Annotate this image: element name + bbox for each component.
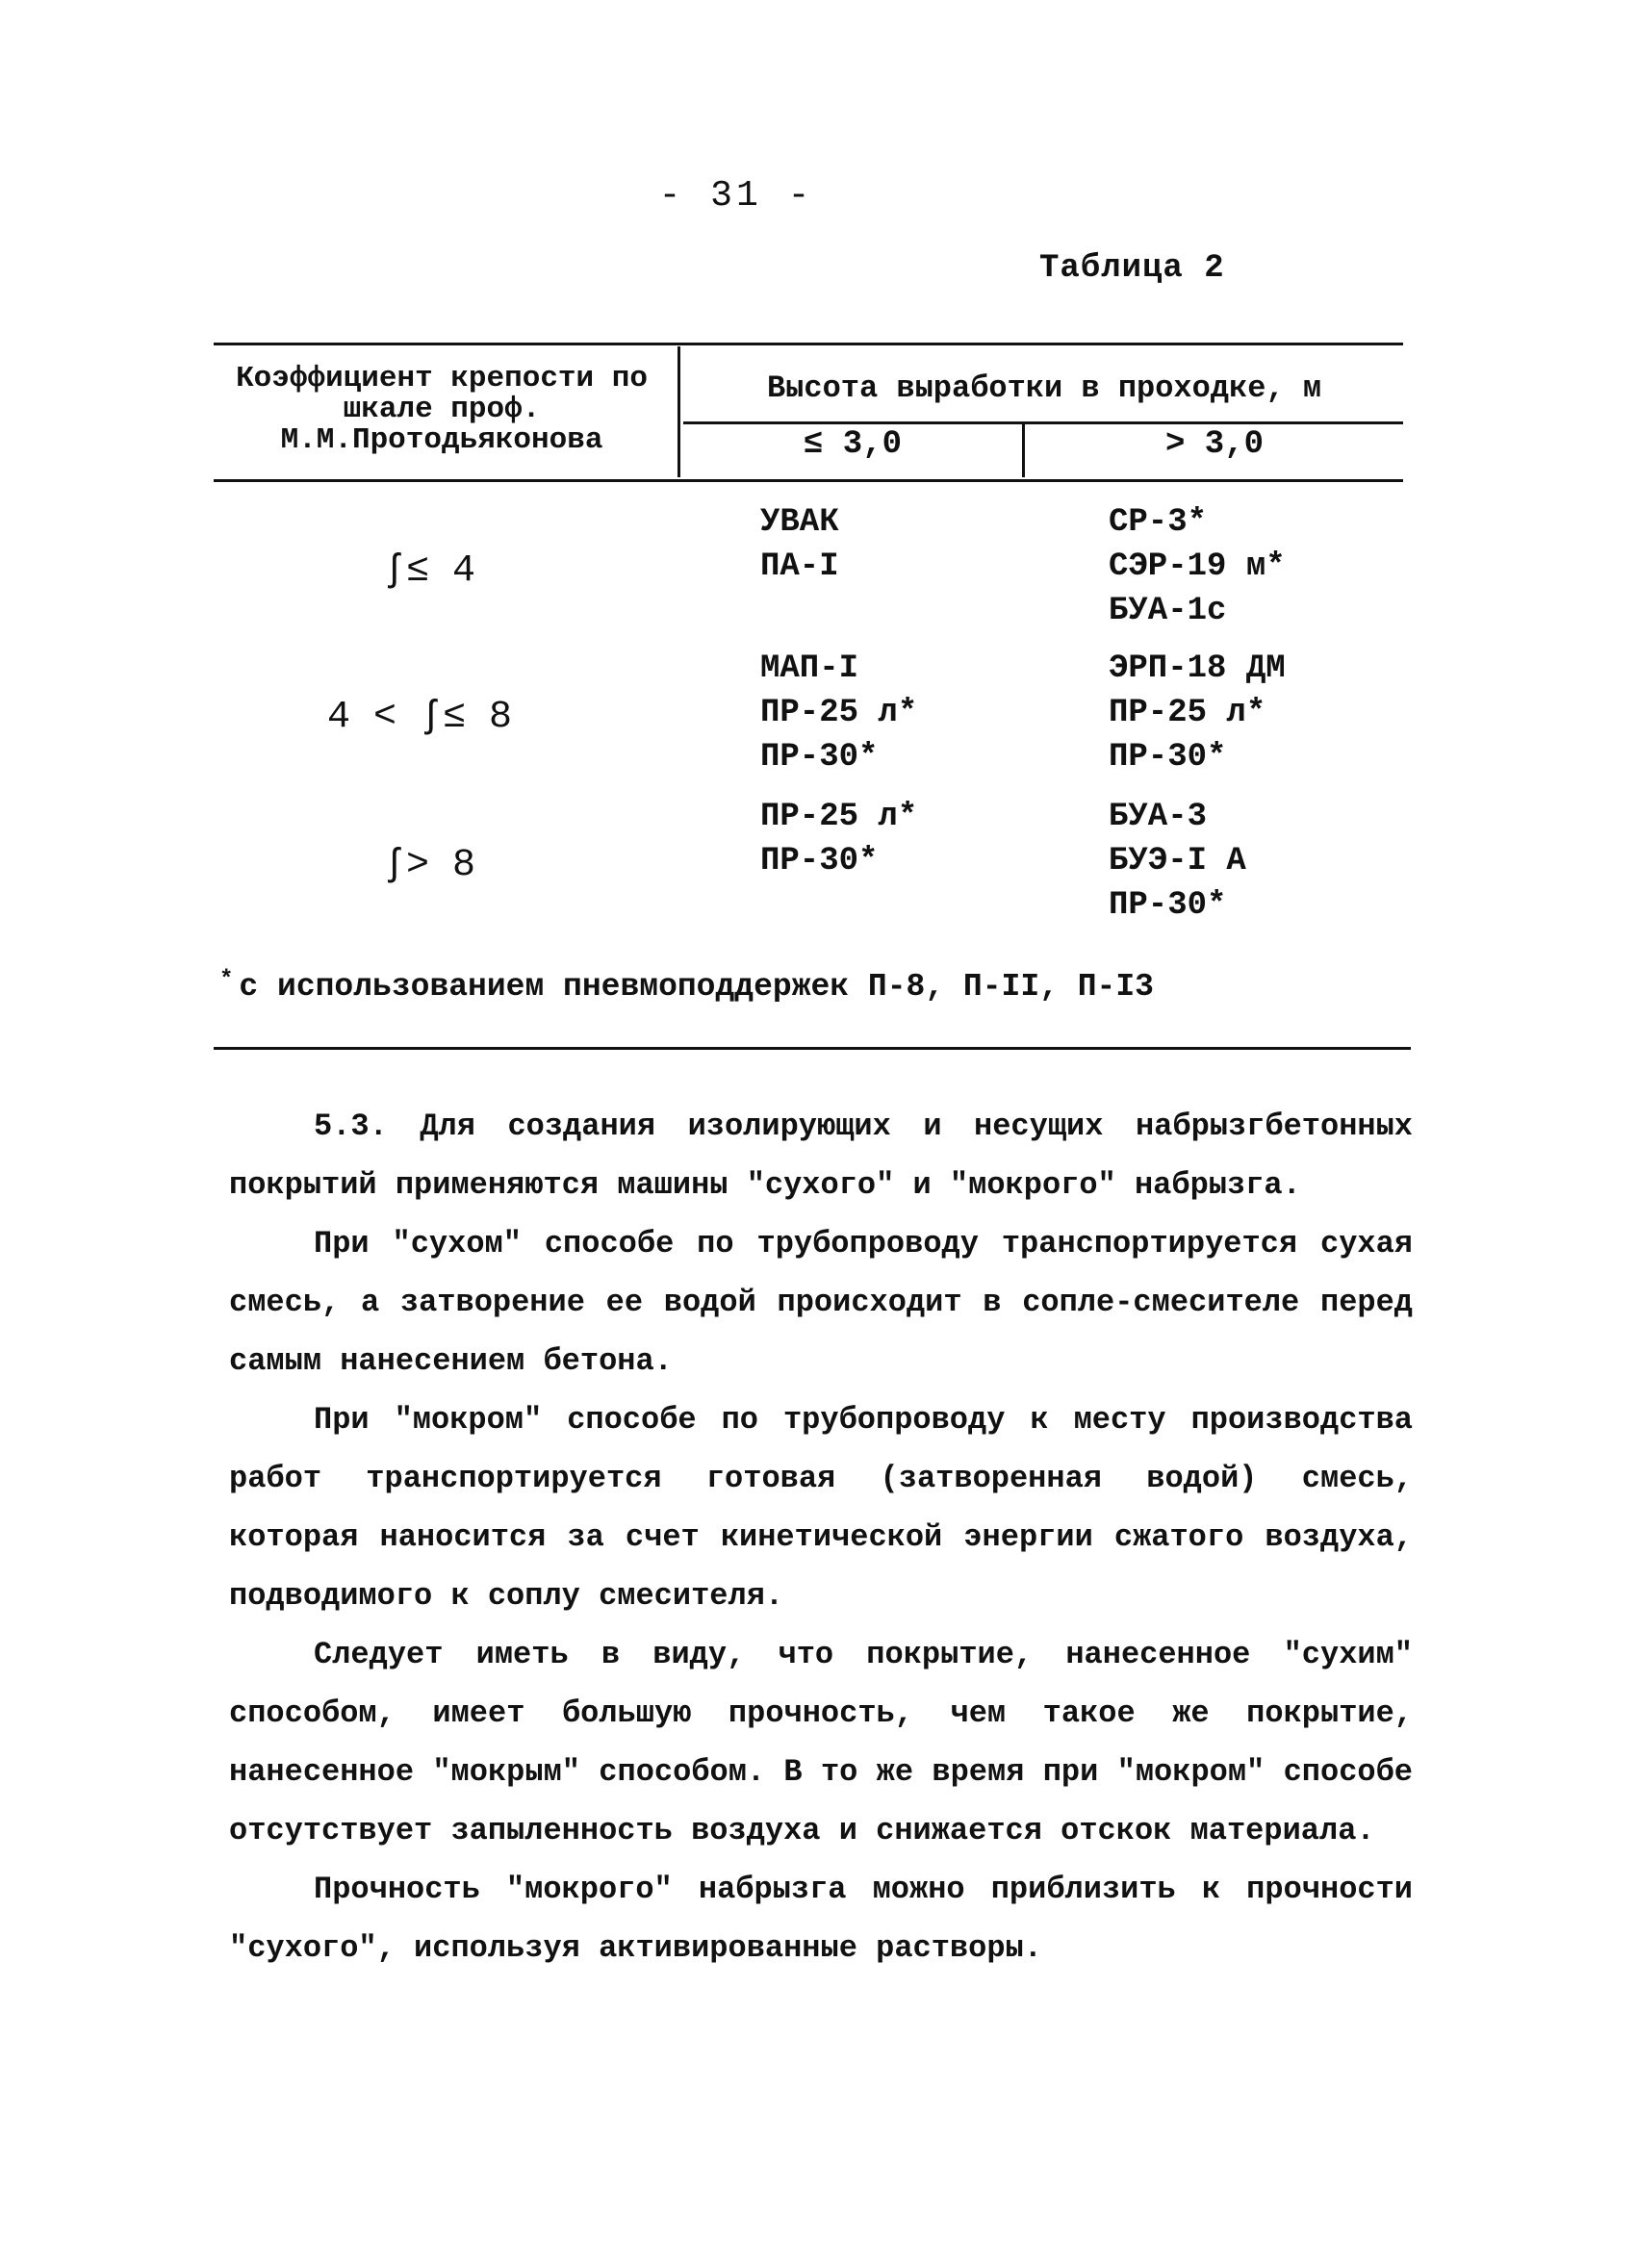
row-condition: 4 < ʃ≤ 8	[327, 696, 513, 739]
header-subdivider-rule	[683, 421, 1403, 424]
machine-name: ПР-25 л*	[1109, 695, 1266, 731]
machine-name: УВАК	[760, 504, 839, 541]
footnote-mark: *	[219, 967, 234, 993]
machine-name: ПР-25 л*	[760, 695, 918, 731]
machine-name: СР-3*	[1109, 504, 1208, 541]
header-sub-divider	[1022, 423, 1025, 477]
table-end-rule	[214, 1047, 1411, 1050]
paragraph: При "сухом" способе по трубопроводу транспортируется сухая смесь, а затворение ее водой происходит в сопле-смесителе перед самым нанесением бетона.	[229, 1226, 1413, 1379]
machine-name: ПР-30*	[760, 843, 879, 879]
table-cell-high	[1109, 795, 1246, 928]
machine-name: ПР-30*	[760, 739, 879, 776]
machine-name	[760, 589, 839, 633]
machine-name: МАП-I	[760, 650, 859, 687]
machine-name: СЭР-19 м*	[1109, 548, 1286, 585]
table-cell-low	[760, 500, 839, 633]
machine-name: ПР-25 л*	[760, 799, 918, 835]
table-cell-low	[760, 647, 917, 779]
machine-name: БУА-1с	[1109, 593, 1227, 629]
machine-name: ПА-I	[760, 548, 839, 585]
header-height: Высота выработки в проходке, м	[766, 370, 1322, 406]
machine-name: ПР-30*	[1109, 739, 1227, 776]
footnote-text: с использованием пневмоподдержек П-8, П-II, П-I3	[239, 969, 1154, 1005]
table-cell-high	[1109, 647, 1286, 779]
table-cell-low	[760, 795, 917, 928]
machine-name: БУА-3	[1109, 799, 1208, 835]
header-bottom-rule	[214, 479, 1403, 482]
machine-name: БУЭ-I А	[1109, 843, 1246, 879]
machine-name: ПР-30*	[1109, 887, 1227, 924]
machine-name: ЭРП-18 ДМ	[1109, 650, 1286, 687]
body-text	[229, 1097, 1413, 1977]
header-subcolumn-gt: > 3,0	[1164, 426, 1265, 463]
header-vertical-divider	[677, 346, 680, 477]
row-condition: ʃ≤ 4	[383, 549, 476, 593]
header-subcolumn-le: ≤ 3,0	[803, 426, 903, 463]
paragraph: Прочность "мокрого" набрызга можно приблизить к прочности "сухого", используя активированные растворы.	[229, 1872, 1413, 1966]
table-caption: Таблица 2	[1039, 250, 1225, 287]
row-condition: ʃ> 8	[383, 844, 476, 887]
paragraph: При "мокром" способе по трубопроводу к месту производства работ транспортируется готовая (затворенная водой) смесь, которая наносится за счет кинетической энергии сжатого воздуха, подводимого к соплу смесителя.	[229, 1402, 1413, 1614]
table-footnote	[219, 967, 1154, 1005]
header-strength-coefficient: Коэффициент крепости по шкале проф. М.М.Протодьяконова	[236, 362, 648, 457]
table-cell-high	[1109, 500, 1286, 633]
page-number: - 31 -	[658, 175, 814, 217]
paragraph: Следует иметь в виду, что покрытие, нанесенное "сухим" способом, имеет большую прочность, чем такое же покрытие, нанесенное "мокрым" способом. В то же время при "мокром" способе отсутствует запыленность воздуха и снижается отскок материала.	[229, 1637, 1413, 1848]
paragraph: 5.3. Для создания изолирующих и несущих набрызгбетонных покрытий применяются машины "сухого" и "мокрого" набрызга.	[229, 1109, 1413, 1203]
machine-name	[760, 883, 917, 928]
table-top-rule	[214, 343, 1403, 345]
